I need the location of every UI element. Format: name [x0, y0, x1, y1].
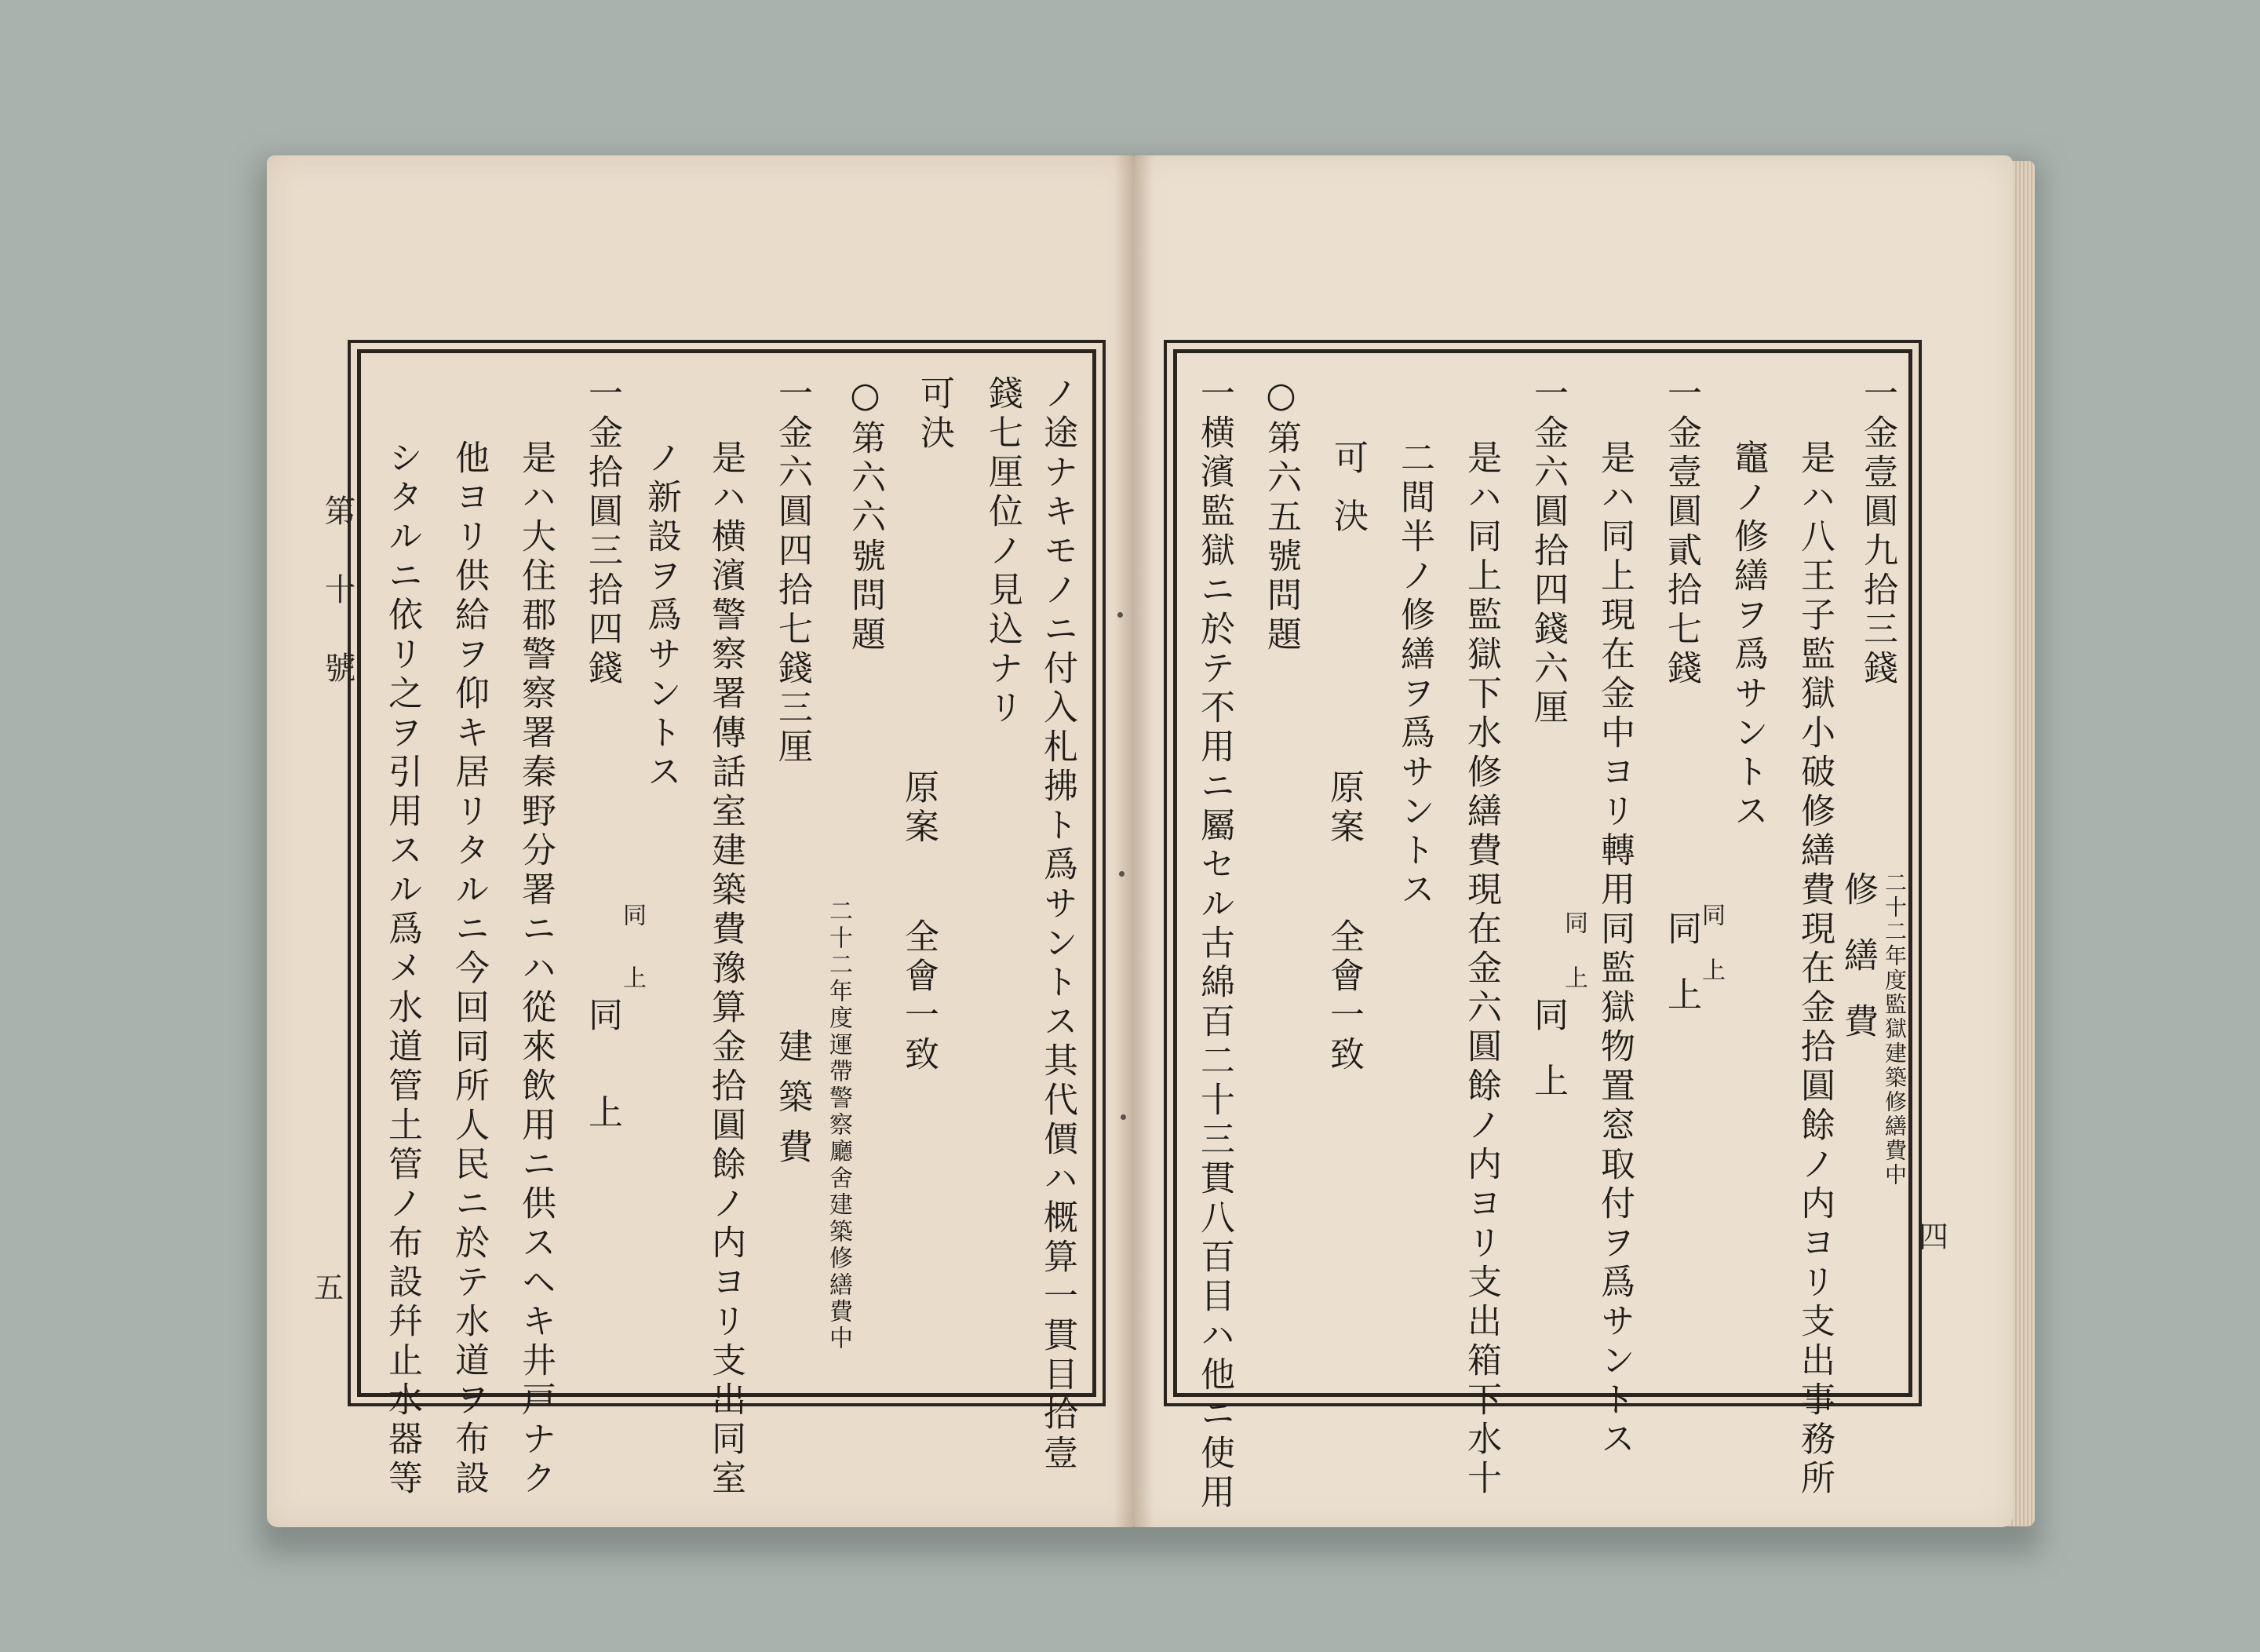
left-page-number: 五: [314, 1271, 344, 1305]
text-column: 可決: [1328, 439, 1368, 556]
text-column: 同上: [1560, 910, 1587, 1020]
page-header: 二十二年度監獄建築修繕費中: [1882, 871, 1908, 1187]
text-column: 同上: [582, 997, 622, 1191]
text-column: 是ハ八王子監獄小破修繕費現在金拾圓餘ノ内ヨリ支出事務所: [1795, 439, 1835, 1499]
text-column: 一金六圓四拾七錢三厘: [772, 375, 812, 768]
text-column: 是ハ大住郡警察署秦野分署ニハ從來飲用ニ供スヘキ井戸ナク: [516, 439, 556, 1499]
text-column: ○第六六號問題: [845, 375, 885, 655]
text-column: 二十二年度運帶警察廳舍建築修繕費中: [825, 899, 852, 1352]
text-column: 原案: [899, 769, 939, 848]
text-column: 一金六圓拾四錢六厘: [1528, 375, 1568, 728]
text-column: 同上: [618, 903, 646, 1028]
text-column: 同上: [1661, 910, 1701, 1042]
left-margin-label: 第十號: [319, 494, 355, 730]
text-column: 竈ノ修繕ヲ爲サントス: [1728, 439, 1768, 832]
stitch-hole: [1119, 871, 1125, 877]
text-column: 同上: [1697, 903, 1725, 1012]
text-column: 是ハ同上現在金中ヨリ轉用同監獄物置窓取付ヲ爲サントス: [1595, 439, 1635, 1460]
text-column: 一金壹圓貳拾七錢: [1661, 375, 1701, 689]
stitch-hole: [1117, 612, 1123, 618]
text-column: ○第六五號問題: [1261, 375, 1301, 655]
right-page-number: 四: [1919, 1220, 1949, 1254]
text-column: 全會一致: [1324, 918, 1364, 1075]
text-column: 一金壹圓九拾三錢: [1857, 375, 1897, 689]
text-column: ノ途ナキモノニ付入札拂ト爲サントス其代價ハ概算一貫目拾壹: [1037, 375, 1077, 1474]
text-column: ノ新設ヲ爲サントス: [641, 439, 681, 793]
text-column: 是ハ横濱警察署傳話室建築費豫算金拾圓餘ノ内ヨリ支出同室: [705, 439, 745, 1499]
text-column: 一金拾圓三拾四錢: [582, 375, 622, 689]
spine-gutter: [1114, 155, 1154, 1527]
text-column: 一横濱監獄ニ於テ不用ニ屬セル古綿百二十三貫八百目ハ他ニ使用: [1194, 375, 1234, 1513]
text-column: 原案: [1324, 769, 1364, 848]
text-column: 他ヨリ供給ヲ仰キ居リタルニ今回同所人民ニ於テ水道ヲ布設: [449, 439, 489, 1499]
text-column: 可決: [914, 375, 954, 454]
stitch-hole: [1121, 1114, 1126, 1120]
text-column: 同上: [1528, 997, 1568, 1129]
text-column: 錢七厘位ノ見込ナリ: [982, 375, 1022, 728]
text-column: 二間半ノ修繕ヲ爲サントス: [1394, 439, 1434, 910]
text-column: 是ハ同上監獄下水修繕費現在金六圓餘ノ内ヨリ支出箱下水十: [1461, 439, 1501, 1499]
text-column: 建築費: [772, 1028, 812, 1179]
text-column: シタルニ依リ之ヲ引用スル爲メ水道管土管ノ布設幷止水器等: [382, 439, 422, 1499]
section-title: 修繕費: [1838, 871, 1878, 1069]
text-column: 全會一致: [899, 918, 939, 1075]
